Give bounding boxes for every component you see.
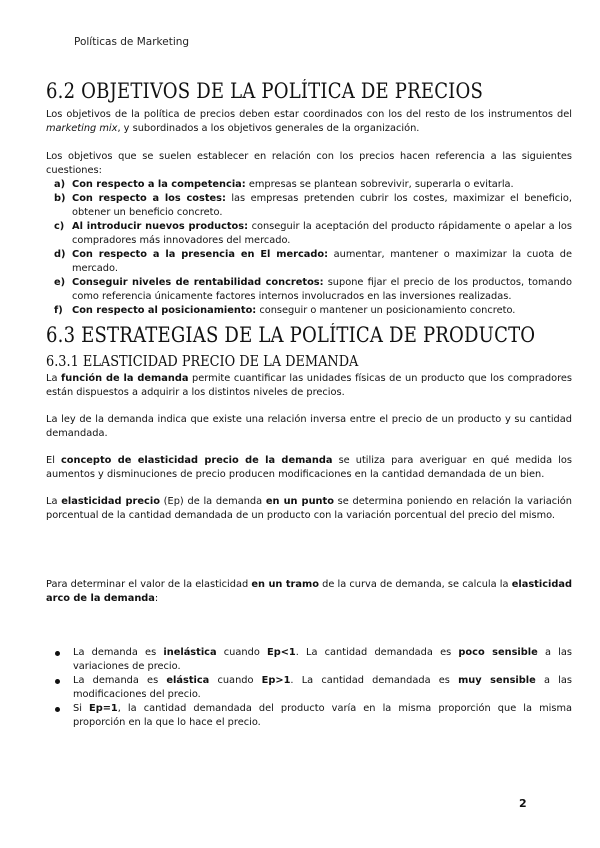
running-header: Políticas de Marketing: [74, 36, 190, 48]
list-item: a) Con respecto a la competencia: empresas se plantean sobrevivir, superarla o evitarla.: [54, 179, 514, 190]
bullet-icon: [55, 651, 60, 656]
objectives-list: [46, 178, 572, 318]
list-item: La demanda es elástica cuando Ep>1. La cantidad demandada es muy sensible a las modificaciones del precio.: [46, 674, 572, 702]
elasticity-concept-paragraph: El concepto de elasticidad precio de la demanda se utiliza para averiguar en qué medida los aumentos y disminuciones de precio producen modificaciones en la cantidad demandada de un bien.: [46, 455, 572, 480]
arc-elasticity-paragraph: Para determinar el valor de la elasticidad en un tramo de la curva de demanda, se calcula la elasticidad arco de la demanda:: [46, 579, 572, 604]
list-item: c) Al introducir nuevos productos: conseguir la aceptación del producto rápidamente o apelar a los compradores más innovadores del mercado.: [54, 221, 572, 246]
list-item: d) Con respecto a la presencia en El mercado: aumentar, mantener o maximizar la cuota de mercado.: [54, 249, 573, 274]
bullet-icon: [55, 707, 60, 712]
demand-law-paragraph: La ley de la demanda indica que existe una relación inversa entre el precio de un producto y su cantidad demandada.: [46, 414, 572, 439]
section-6-2-intro: Los objetivos de la política de precios deben estar coordinados con los del resto de los instrumentos del marketing mix, y subordinados a los objetivos generales de la organización.: [46, 109, 572, 134]
list-item: f) Con respecto al posicionamiento: conseguir o mantener un posicionamiento concreto.: [54, 305, 516, 316]
list-item: e) Conseguir niveles de rentabilidad concretos: supone fijar el precio de los productos, tomando como referencia únicamente factores internos involucrados en las inversiones realizadas.: [54, 277, 572, 302]
section-6-2-heading: 6.2 OBJETIVOS DE LA POLÍTICA DE PRECIOS: [46, 79, 484, 103]
bullet-icon: [55, 679, 60, 684]
list-item: Si Ep=1, la cantidad demandada del producto varía en la misma proporción que la misma proporción en la que lo hace el precio.: [46, 702, 572, 730]
page-content: [46, 78, 572, 730]
section-6-3-heading: 6.3 ESTRATEGIAS DE LA POLÍTICA DE PRODUCTO: [46, 323, 536, 347]
demand-function-paragraph: La función de la demanda permite cuantificar las unidades físicas de un producto que los compradores están dispuestos a adquirir a los distintos niveles de precios.: [46, 373, 573, 398]
page-number: 2: [519, 797, 527, 810]
list-item: b) Con respecto a los costes: las empresas pretenden cubrir los costes, maximizar el beneficio, obtener un beneficio concreto.: [54, 193, 572, 218]
point-elasticity-paragraph: La elasticidad precio (Ep) de la demanda en un punto se determina poniendo en relación la variación porcentual de la cantidad demandada de un producto con la variación porcentual del precio del mismo.: [46, 496, 573, 521]
objectives-lead: Los objetivos que se suelen establecer en relación con los precios hacen referencia a las siguientes cuestiones:: [46, 151, 572, 176]
list-item: La demanda es inelástica cuando Ep<1. La cantidad demandada es poco sensible a las variaciones de precio.: [46, 646, 572, 674]
elasticity-bullet-list: [46, 646, 572, 730]
section-6-3-1-heading: 6.3.1 ELASTICIDAD PRECIO DE LA DEMANDA: [46, 352, 359, 370]
